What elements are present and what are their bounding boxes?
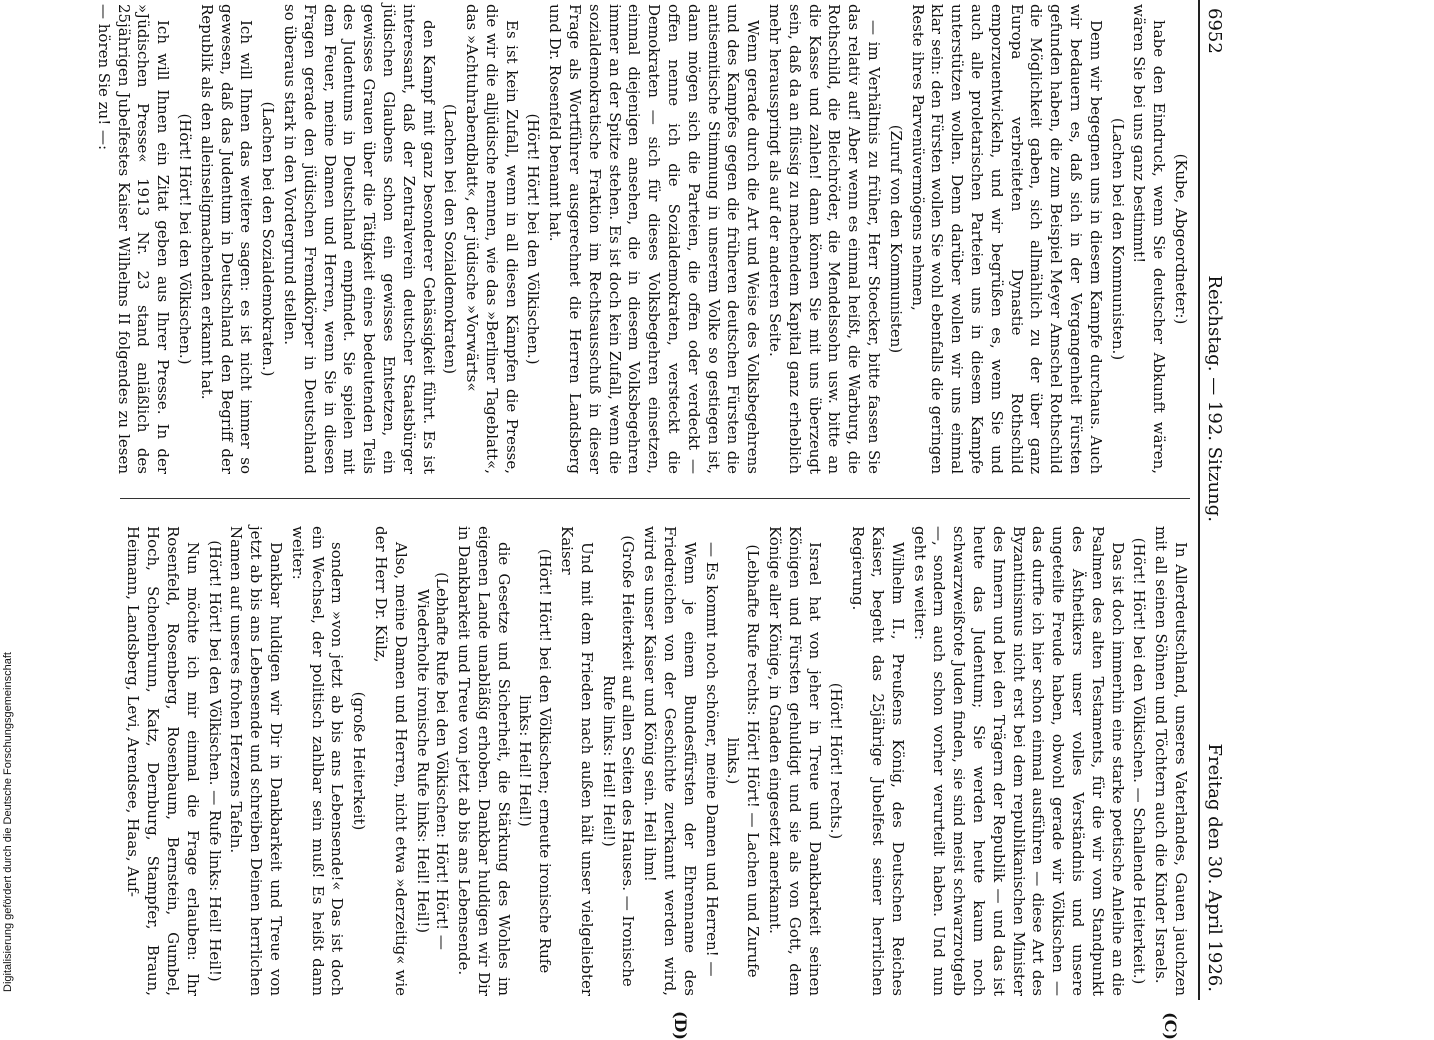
paragraph: Also, meine Damen und Herren, nicht etwa »derzeitig« wie der Herr Dr. Külz,	[371, 526, 410, 996]
paragraph: (Lachen bei den Sozialdemokraten)	[441, 103, 460, 375]
margin-marker-d: (D)	[671, 1010, 690, 1040]
paragraph: In Allerdeutschland, unseres Vaterlandes, Gauen jauchzen mit all seinen Söhnen und Töchtern auch die Kinder Israels.	[1152, 526, 1190, 996]
paragraph: (Zuruf von den Kommunisten)	[886, 124, 905, 354]
paragraph: (große Heiterkeit)	[350, 691, 369, 831]
page-number: 6952	[1204, 8, 1226, 54]
paragraph: — Es kommt noch schöner, meine Damen und Herren! —	[702, 542, 721, 977]
right-column	[120, 526, 1190, 996]
paragraph: die Gesetze und Sicherheit, die Stärkung des Wohles im eigenen Lande unabläßig erhoben. Dankbar huldigen wir Dir in Dankbarkeit und Treue von jetzt ab bis ans Lebensende.	[455, 526, 513, 996]
paragraph: habe den Eindruck, wenn Sie deutscher Abkunft wären, wären Sie bei uns ganz bestimmt!	[1130, 4, 1169, 474]
paragraph: Wilhelm II., Preußens König, des Deutschen Reiches Kaiser, begeht das 25jährige Jubelfest seiner herrlichen Regierung.	[849, 526, 907, 996]
paragraph: Und mit dem Frieden nach außen hält unser vielgeliebter Kaiser	[558, 526, 596, 996]
paragraph: — im Verhältnis zu früher, Herr Stoecker, bitte fassen Sie das relativ auf! Aber wenn es einmal heißt, die Warburg, die Rothschild, die Bleichröder, die Mendelssohn usw. bitte an die Kasse und zahlen! dann können Sie mit uns überzeugt sein, daß da an flüssig zu machendem Kapital ganz erheblich mehr herausspringt als auf der anderen Seite.	[766, 4, 884, 474]
margin-marker-c: (C)	[1161, 1012, 1180, 1040]
paragraph: Das ist doch immerhin eine starke poetische Anleihe an die Psalmen des alten Testaments, für die wir vom Standpunkt des Ästhetikers unser volles Verständnis und unsere ungeteilte Freude haben, obwohl gerade wir Völkischen — das durfte ich hier schon einmal ausführen — diese Art des Byzantinismus nicht erst bei dem republikanischen Minister des Innern und bei den Trägern der Republik — und das ist heute das Judentum; Sie werden heute kaum noch schwarzweißrote Juden finden, sie sind meist schwarzrotgelb —, sondern auch schon vorher verurteilt haben. Und nun geht es weiter:	[910, 526, 1127, 996]
paragraph: (Hört! Hört! bei den Völkischen. — Rufe links: Heil! Heil!)	[205, 540, 224, 982]
paragraph: Israel hat von jeher in Treue und Dankbarkeit seinen Königen und Fürsten gehuldigt und sie als von Gott, dem Könige aller Könige, in Gnaden eingesetzt anerkannt.	[766, 526, 824, 996]
paragraph: (Lebhafte Rufe bei den Völkischen: Hört! Hört! — Wiederholte ironische Rufe links: Heil! Heil!)	[413, 572, 452, 950]
paragraph: Wenn je einem Bundesfürsten der Ehrenname des Friedreichen von der Geschichte zuerkannt werden wird, wird es unser Kaiser und König sein. Heil ihm!	[641, 526, 699, 996]
column-divider	[120, 498, 1190, 499]
footer-credit	[0, 2, 14, 992]
paragraph: (Hört! Hört! bei den Völkischen. — Schallende Heiterkeit.)	[1130, 537, 1149, 985]
paragraph: (Hört! Hört! bei den Völkischen.)	[524, 113, 543, 365]
paragraph: Ich will Ihnen ein Zitat geben aus Ihrer Presse. In der »Jüdischen Presse« 1913 Nr. 23 stand anläßlich des 25jährigen Jubelfestes Kaiser Wilhelms II folgendes zu lesen — hören Sie zu! —:	[94, 4, 173, 474]
page-header	[1198, 0, 1230, 1000]
paragraph: Wenn gerade durch die Art und Weise des Volksbegehrens und des Kampfes gegen die früheren deutschen Fürsten die antisemitische Stimmung in unserem Volke so gestiegen ist, dann mögen sich die Parteien, die offen oder verdeckt — offen nenne ich die Sozialdemokraten, versteckt die Demokraten — sich für dieses Volksbegehren einsetzen, einmal diejenigen ansehen, die in diesem Volksbegehren immer an der Spitze stehen. Es ist doch kein Zufall, wenn die sozialdemokratische Fraktion im Rechtsausschuß in dieser Frage als Wortführer ausgerechnet die Herren Landsberg und Dr. Rosenfeld benannt hat.	[546, 4, 763, 474]
paragraph: (Lachen bei den Kommunisten.)	[1108, 117, 1127, 361]
session-title: Reichstag. — 192. Sitzung.	[1204, 275, 1226, 522]
paragraph: (Hört! Hört! bei den Völkischen; erneute ironische Rufe links: Heil! Heil!)	[516, 548, 555, 974]
paragraph: Es ist kein Zufall, wenn in all diesen Kämpfen die Presse, die wir die alljüdische nennen, wie das »Berliner Tageblatt«, das »Achtuhrabendblatt«, der jüdische »Vorwärts«	[463, 4, 521, 474]
paragraph: sondern »von jetzt ab bis ans Lebensende!« Das ist doch ein Wechsel, der politisch zahlbar sein muß! Es heißt dann weiter:	[288, 526, 347, 996]
session-date: Freitag den 30. April 1926.	[1204, 743, 1226, 992]
paragraph: (Lachen bei den Sozialdemokraten.)	[259, 101, 278, 377]
paragraph: (Hört! Hört! rechts.)	[827, 682, 846, 840]
paragraph: Dankbar huldigen wir Dir in Dankbarkeit und Treue von jetzt ab bis ans Lebensende und schreiben Deinen herrlichen Namen auf unseres frohen Herzens Tafeln.	[227, 526, 285, 996]
paragraph: (Hört! Hört! bei den Völkischen.)	[175, 113, 194, 365]
paragraph: Ich will Ihnen das weitere sagen: es ist nicht immer so gewesen, daß das Judentum in Deutschland den Begriff der Republik als den alleinseligmachenden erkannt hat.	[197, 4, 256, 474]
paragraph: (Große Heiterkeit auf allen Seiten des Hauses. — Ironische Rufe links: Heil! Heil!)	[599, 535, 638, 987]
paragraph: Denn wir begegnen uns in diesem Kampfe durchaus. Auch wir bedauern es, daß sich in der Vergangenheit Fürsten gefunden haben, die zum Beispiel Meyer Amschel Rothschild die Möglichkeit gaben, sich allmählich zu der über ganz Europa verbreiteten Dynastie Rothschild emporzuentwickeln, und wir begrüßen es, wenn Sie und auch alle proletarischen Parteien uns in diesem Kampfe unterstützen wollen. Denn darüber wollen wir uns einmal klar sein: den Fürsten wollen Sie wohl ebenfalls die geringen Reste ihres Parvenüvermögens nehmen,	[908, 4, 1105, 474]
footer-text: Digitalisierung gefördert durch die Deutsche Forschungsgemeinschaft	[2, 652, 14, 992]
paragraph: den Kampf mit ganz besonderer Gehässigkeit führt. Es ist interessant, daß der Zentralverein deutscher Staatsbürger jüdischen Glaubens schon ein gewisses Entsetzen, ein gewisses Grauen über die Tätigkeit eines bedeutenden Teils des Judentums in Deutschland empfindet. Sie spielen mit dem Feuer, meine Damen und Herren, wenn Sie in diesen Fragen gerade den jüdischen Fremdkörper in Deutschland so überaus stark in den Vordergrund stellen.	[280, 4, 438, 474]
paragraph: (Kube, Abgeordneter:)	[1172, 153, 1190, 325]
paragraph: Nun möchte ich mir einmal die Frage erlauben: Ihr Rosenfeld, Rosenberg, Rosenbaum, Bernstein, Gumbel, Hoch, Schoenbrunn, Katz, Dernburg, Stampfer, Braun, Heimann, Landsberg, Levi, Arendsee, Haas, Auf-	[124, 526, 202, 996]
document-page	[94, 0, 1330, 1040]
paragraph: (Lebhafte Rufe rechts: Hört! Hört! — Lachen und Zurufe links.)	[724, 544, 763, 978]
left-column	[94, 4, 1190, 474]
